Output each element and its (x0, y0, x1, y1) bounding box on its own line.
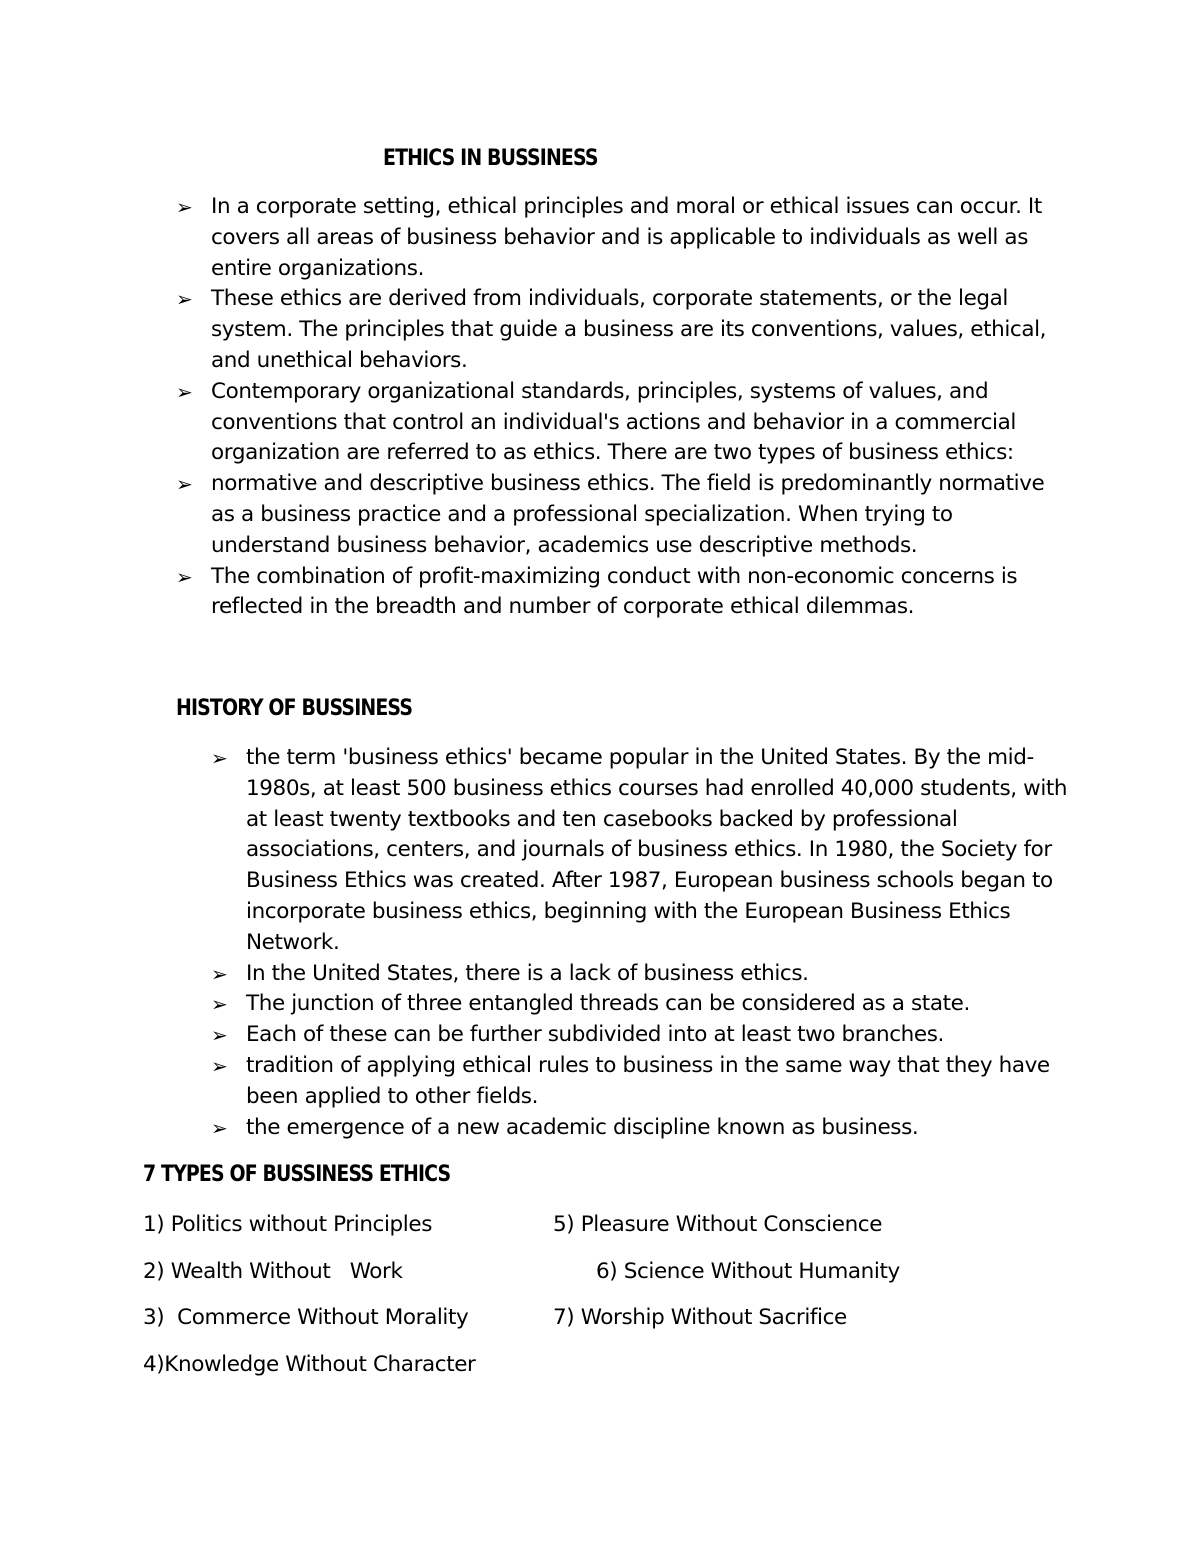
list-item-text: In the United States, there is a lack of business ethics. (246, 960, 809, 986)
list-item (211, 1020, 1076, 1051)
arrow-bullet-icon: ➢ (176, 195, 193, 219)
list-item (211, 1051, 1076, 1113)
list-item-text: Contemporary organizational standards, principles, systems of values, and conventions that control an individual's actions and behavior in a commercial organization are referred to as ethics. There are two types of business ethics: (211, 378, 1016, 466)
arrow-bullet-icon: ➢ (176, 287, 193, 312)
arrow-bullet-icon: ➢ (211, 1023, 228, 1048)
list-item (211, 989, 1076, 1020)
list-item (176, 377, 1061, 469)
list-item (211, 959, 1076, 990)
arrow-bullet-icon: ➢ (211, 1053, 228, 1078)
arrow-bullet-icon: ➢ (176, 379, 193, 404)
section-title-types: 7 TYPES OF BUSSINESS ETHICS (143, 1162, 451, 1187)
type-item: 7) Worship Without Sacrifice (553, 1305, 847, 1330)
type-item: 6) Science Without Humanity (596, 1259, 900, 1284)
list-item-text: tradition of applying ethical rules to business in the same way that they have been applied to other fields. (246, 1052, 1050, 1109)
arrow-bullet-icon: ➢ (211, 746, 228, 770)
list-item (176, 469, 1061, 561)
arrow-bullet-icon: ➢ (176, 564, 193, 589)
arrow-bullet-icon: ➢ (211, 961, 228, 986)
section-title-history: HISTORY OF BUSSINESS (176, 696, 413, 721)
list-item (176, 562, 1061, 624)
list-item-text: the term 'business ethics' became popular in the United States. By the mid-1980s, at least 500 business ethics courses had enrolled 40,000 students, with at least twenty textbooks and ten casebooks backed by professional associations, centers, and journals of business ethics. In 1980, the Society for Business Ethics was created. After 1987, European business schools began to incorporate business ethics, beginning with the European Business Ethics Network. (246, 745, 1068, 955)
list-item-text: normative and descriptive business ethics. The field is predominantly normative as a business practice and a professional specialization. When trying to understand business behavior, academics use descriptive methods. (211, 471, 1045, 558)
ethics-bullet-list (176, 192, 1061, 623)
arrow-bullet-icon: ➢ (176, 472, 193, 497)
arrow-bullet-icon: ➢ (211, 1115, 228, 1140)
list-item-text: Each of these can be further subdivided into at least two branches. (246, 1022, 944, 1048)
history-bullet-list (211, 743, 1076, 1143)
list-item (176, 192, 1061, 284)
list-item (211, 1113, 1076, 1144)
type-item: 4)Knowledge Without Character (143, 1352, 476, 1377)
list-item (211, 743, 1076, 959)
list-item-text: These ethics are derived from individuals, corporate statements, or the legal system. The principles that guide a business are its conventions, values, ethical, and unethical behaviors. (211, 286, 1047, 373)
type-item: 3) Commerce Without Morality (143, 1305, 469, 1330)
type-item: 2) Wealth Without Work (143, 1259, 403, 1284)
list-item-text: the emergence of a new academic discipline known as business. (246, 1114, 919, 1140)
list-item-text: The junction of three entangled threads can be considered as a state. (246, 991, 970, 1017)
arrow-bullet-icon: ➢ (211, 992, 228, 1017)
type-item: 5) Pleasure Without Conscience (553, 1212, 883, 1237)
type-item: 1) Politics without Principles (143, 1212, 432, 1237)
list-item-text: The combination of profit-maximizing conduct with non-economic concerns is reflected in the breadth and number of corporate ethical dilemmas. (211, 563, 1018, 620)
section-title-ethics: ETHICS IN BUSSINESS (383, 146, 598, 171)
list-item-text: In a corporate setting, ethical principles and moral or ethical issues can occur. It covers all areas of business behavior and is applicable to individuals as well as entire organizations. (211, 194, 1042, 281)
list-item (176, 284, 1061, 376)
